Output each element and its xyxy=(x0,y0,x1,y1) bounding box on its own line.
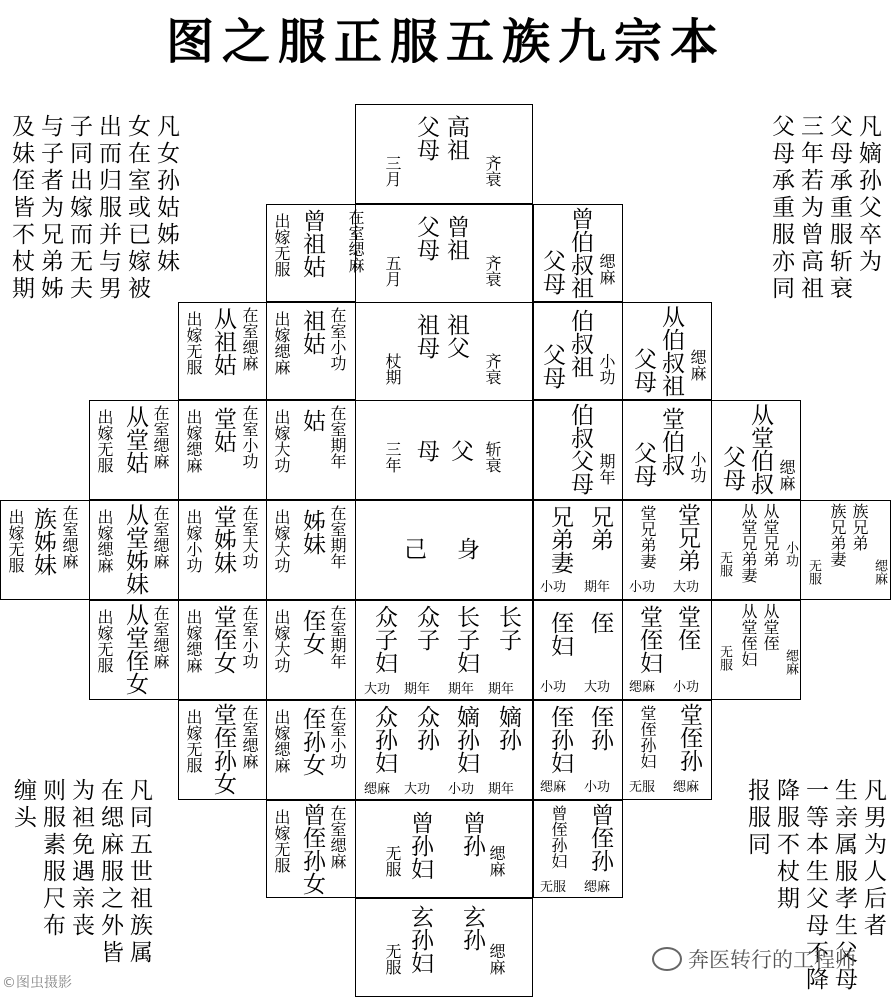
cell-label: 从堂侄妇 xyxy=(739,603,758,667)
note-column: 生亲属服孝生父母 xyxy=(831,778,857,994)
cell-left-note: 父母 xyxy=(630,441,656,487)
cell-right-note: 齐衰 xyxy=(483,255,502,287)
note-top-right xyxy=(768,114,881,303)
cell-right-note: 小功 xyxy=(688,451,707,483)
cell-label: 玄孙妇 xyxy=(407,905,433,974)
cell-right-note: 小功 xyxy=(597,353,616,385)
cell-zhinv xyxy=(266,600,356,700)
cell-title: 从祖姑 xyxy=(210,307,236,376)
cell-label: 侄妇 xyxy=(547,611,573,657)
note-top-left xyxy=(8,114,179,303)
cell-left-note: 出嫁小功 xyxy=(184,509,203,573)
cell-title: 曾侄孙女 xyxy=(299,803,325,895)
cell-congzugu xyxy=(178,302,267,400)
cell-main: 曾祖 xyxy=(443,215,469,261)
cell-left-note: 出嫁无服 xyxy=(184,709,203,773)
cell-note: 小功 xyxy=(673,680,700,695)
watermark-text: 奔医转行的工程师 xyxy=(688,948,856,972)
cell-right-note: 缌麻 xyxy=(597,253,616,285)
cell-boshuzu xyxy=(533,302,623,400)
cell-tangzimei xyxy=(178,500,267,600)
cell-sub: 父母 xyxy=(413,215,439,261)
cell-left-note: 出嫁无服 xyxy=(95,409,114,473)
cell-left-note: 父母 xyxy=(719,445,745,491)
cell-note: 期年 xyxy=(488,682,515,697)
cell-tangboshu xyxy=(622,400,712,500)
cell-right-note: 在室缌麻 xyxy=(151,605,170,669)
cell-right-note: 在室缌麻 xyxy=(240,307,259,371)
cell-congxiongdi xyxy=(711,500,801,600)
cell-title: 从堂伯叔 xyxy=(747,403,773,495)
cell-label: 从堂兄弟 xyxy=(761,503,780,567)
cell-title: 堂侄孙女 xyxy=(210,703,236,795)
cell-left-note: 出嫁缌麻 xyxy=(95,509,114,573)
cell-note: 缌麻 xyxy=(673,780,700,795)
cell-tangzhinv xyxy=(178,600,267,700)
cell-title: 曾祖姑 xyxy=(299,209,325,278)
cell-gu xyxy=(266,400,356,500)
note-column: 凡女孙姑姊妹 xyxy=(153,114,179,276)
cell-left-note: 父母 xyxy=(539,249,565,295)
cell-note: 大功 xyxy=(584,680,611,695)
cell-note: 大功 xyxy=(364,682,391,697)
cell-note: 无服 xyxy=(383,845,402,877)
note-column: 及妹侄皆不杖期 xyxy=(8,114,34,303)
cell-gaozu xyxy=(355,104,533,204)
cell-left-note: 出嫁无服 xyxy=(272,213,291,277)
cell-xuansun xyxy=(355,898,533,997)
cell-title: 族姊妹 xyxy=(30,507,56,576)
cell-tangzhi xyxy=(622,600,712,700)
cell-note: 小功 xyxy=(629,580,656,595)
note-column: 与子者为兄弟姊 xyxy=(37,114,63,303)
cell-note: 小功 xyxy=(540,580,567,595)
cell-label: 曾孙 xyxy=(459,811,485,857)
cell-zengzugu xyxy=(266,204,365,302)
cell-left-note: 出嫁无服 xyxy=(272,809,291,873)
cell-label: 众孙妇 xyxy=(371,705,397,774)
note-column: 一等本生父母不降 xyxy=(802,778,828,994)
cell-title: 曾伯叔祖 xyxy=(567,207,593,299)
cell-zhi xyxy=(533,600,623,700)
cell-left-note: 出嫁大功 xyxy=(272,609,291,673)
cell-label: 嫡孙妇 xyxy=(453,705,479,774)
cell-tangzhisunnv xyxy=(178,700,267,800)
cell-label: 众孙 xyxy=(413,705,439,751)
cell-tangxiongdi xyxy=(622,500,712,600)
cell-left-note: 出嫁缌麻 xyxy=(272,709,291,773)
cell-right-note: 缌麻 xyxy=(688,349,707,381)
cell-left-note: 出嫁大功 xyxy=(272,409,291,473)
cell-label: 长子妇 xyxy=(453,605,479,674)
cell-note: 大功 xyxy=(404,782,431,797)
note-column: 出而归服并与男 xyxy=(95,114,121,303)
cell-label: 兄弟妻 xyxy=(547,505,573,574)
cell-right-note: 在室期年 xyxy=(328,505,347,569)
cell-main: 己身 xyxy=(404,537,510,563)
cell-note: 缌麻 xyxy=(540,780,567,795)
cell-main: 祖父 xyxy=(443,313,469,359)
cell-title: 伯叔祖 xyxy=(567,309,593,378)
cell-main: 父 xyxy=(447,439,473,462)
note-column: 则服素服尺布 xyxy=(39,778,65,940)
cell-label: 堂侄孙 xyxy=(676,703,702,772)
cell-right-note: 在室大功 xyxy=(240,505,259,569)
cell-zhisunnv xyxy=(266,700,356,800)
note-column: 为袒免遇亲丧 xyxy=(68,778,94,940)
cell-sun xyxy=(355,700,533,800)
note-column: 子同出嫁而无夫 xyxy=(66,114,92,303)
cell-zengboshu xyxy=(533,204,623,302)
cell-label: 曾孙妇 xyxy=(407,811,433,880)
cell-left-note: 杖期 xyxy=(383,353,402,385)
cell-label: 从堂侄 xyxy=(761,603,780,651)
note-column: 凡同五世祖族属 xyxy=(126,778,152,967)
cell-title: 堂姑 xyxy=(210,407,236,453)
note-column: 在缌麻服之外皆 xyxy=(97,778,123,967)
cell-title: 从堂姊妹 xyxy=(122,503,148,595)
cell-note: 期年 xyxy=(404,682,431,697)
cell-note: 小功 xyxy=(584,780,611,795)
note-column: 凡男为人后者 xyxy=(860,778,886,940)
chart-title: 图之服正服五族九宗本 xyxy=(165,14,726,70)
note-bottom-left xyxy=(10,778,152,967)
cell-sub: 父母 xyxy=(413,115,439,161)
cell-left-note: 父母 xyxy=(539,343,565,389)
cell-title: 侄孙女 xyxy=(299,707,325,776)
cell-right-note: 齐衰 xyxy=(483,155,502,187)
cell-zimei xyxy=(266,500,356,600)
cell-title: 祖姑 xyxy=(299,309,325,355)
cell-left-note: 出嫁缌麻 xyxy=(184,409,203,473)
cell-zengsun xyxy=(355,800,533,898)
cell-label: 侄 xyxy=(587,611,613,634)
note-column: 缠头 xyxy=(10,778,36,832)
cell-congtangboshu xyxy=(711,400,801,500)
cell-sub: 母 xyxy=(413,439,439,462)
cell-title: 从堂姑 xyxy=(122,405,148,474)
cell-left-note: 父母 xyxy=(630,347,656,393)
cell-left-note: 出嫁缌麻 xyxy=(184,609,203,673)
cell-note: 期年 xyxy=(448,682,475,697)
cell-main: 高祖 xyxy=(443,115,469,161)
cell-label: 堂侄 xyxy=(674,605,700,651)
cell-right-note: 在室期年 xyxy=(328,605,347,669)
cell-right-note: 缌麻 xyxy=(777,459,796,491)
cell-right-note: 齐衰 xyxy=(483,353,502,385)
cell-note: 期年 xyxy=(488,782,515,797)
cell-label: 堂侄孙妇 xyxy=(638,705,657,769)
cell-note: 无服 xyxy=(717,551,732,577)
cell-zuzimei xyxy=(0,500,90,600)
cell-label: 曾侄孙妇 xyxy=(549,805,568,869)
cell-label: 玄孙 xyxy=(459,905,485,951)
watermark xyxy=(652,944,856,974)
cell-left-note: 五月 xyxy=(383,255,402,287)
cell-label: 长子 xyxy=(495,605,521,651)
cell-note: 小功 xyxy=(540,680,567,695)
cell-right-note: 在室缌麻 xyxy=(151,505,170,569)
cell-right-note: 在室小功 xyxy=(328,705,347,769)
note-column: 父母承重服亦同 xyxy=(768,114,794,303)
cell-title: 堂姊妹 xyxy=(210,505,236,574)
cell-fumu xyxy=(355,400,533,500)
cell-label: 族兄弟 xyxy=(850,503,869,551)
cell-label: 从堂兄弟妻 xyxy=(739,503,758,583)
cell-zuxiongdi xyxy=(800,500,891,600)
cell-sub: 祖母 xyxy=(413,313,439,359)
cell-zugu xyxy=(266,302,356,400)
cell-note: 无服 xyxy=(806,559,821,585)
cell-zhisun xyxy=(533,700,623,800)
cell-title: 姑 xyxy=(299,409,325,432)
cell-zi xyxy=(355,600,533,700)
note-column: 降服不杖期 xyxy=(773,778,799,913)
note-column: 女在室或已嫁被 xyxy=(124,114,150,303)
cell-left-note: 出嫁无服 xyxy=(95,609,114,673)
note-column: 凡嫡孙父卒为 xyxy=(855,114,881,276)
cell-left-note: 三年 xyxy=(383,441,402,473)
cell-left-note: 三月 xyxy=(383,155,402,187)
cell-left-note: 出嫁缌麻 xyxy=(272,311,291,375)
cell-note: 大功 xyxy=(673,580,700,595)
cell-note: 期年 xyxy=(584,580,611,595)
cell-right-note: 在室小功 xyxy=(328,307,347,371)
cell-label: 堂侄妇 xyxy=(636,605,662,674)
cell-note: 缌麻 xyxy=(487,845,506,877)
cell-title: 侄女 xyxy=(299,609,325,655)
cell-note: 无服 xyxy=(629,780,656,795)
cell-right-note: 在室小功 xyxy=(240,405,259,469)
cell-congzhinv xyxy=(89,600,179,700)
cell-note: 无服 xyxy=(383,943,402,975)
cell-note: 缌麻 xyxy=(629,680,656,695)
cell-note: 无服 xyxy=(540,880,567,895)
cell-conggu xyxy=(89,400,179,500)
cell-right-note: 在室缌麻 xyxy=(240,705,259,769)
cell-label: 众子 xyxy=(413,605,439,651)
cell-title: 从堂侄女 xyxy=(122,603,148,695)
cell-tanggu xyxy=(178,400,267,500)
cell-congzimei xyxy=(89,500,179,600)
cell-note: 缌麻 xyxy=(783,649,798,675)
cell-note: 缌麻 xyxy=(364,782,391,797)
cell-label: 侄孙 xyxy=(587,705,613,751)
cell-left-note: 出嫁大功 xyxy=(272,509,291,573)
note-column: 父母承重服斩衰 xyxy=(826,114,852,303)
chat-bubble-icon xyxy=(652,947,682,971)
cell-label: 族兄弟妻 xyxy=(828,503,847,567)
cell-right-note: 在室缌麻 xyxy=(328,805,347,869)
cell-label: 堂兄弟妻 xyxy=(638,505,657,569)
cell-congboshuzu xyxy=(622,302,712,400)
cell-label: 众子妇 xyxy=(371,605,397,674)
cell-label: 曾侄孙 xyxy=(587,803,613,872)
note-column: 三年若为曾高祖 xyxy=(797,114,823,303)
cell-tangzhisun xyxy=(622,700,712,800)
note-column: 报服同 xyxy=(744,778,770,859)
cell-right-note: 期年 xyxy=(597,453,616,485)
cell-zengzu xyxy=(355,204,533,304)
watermark-small: ©图虫摄影 xyxy=(2,975,72,991)
cell-label: 兄弟 xyxy=(587,505,613,551)
cell-left-note: 出嫁无服 xyxy=(6,509,25,573)
cell-note: 无服 xyxy=(717,645,732,671)
cell-title: 伯叔父母 xyxy=(567,403,593,495)
cell-note: 小功 xyxy=(783,541,798,567)
cell-label: 嫡孙 xyxy=(495,705,521,751)
cell-zu xyxy=(355,302,533,402)
cell-title: 堂伯叔 xyxy=(658,407,684,476)
cell-boshufu xyxy=(533,400,623,500)
cell-note: 缌麻 xyxy=(584,880,611,895)
cell-note: 缌麻 xyxy=(872,559,887,585)
cell-zengzhisun xyxy=(533,800,623,898)
cell-right-note: 在室缌麻 xyxy=(151,405,170,469)
cell-zengzhisunnv xyxy=(266,800,356,898)
cell-right-note: 斩衰 xyxy=(483,441,502,473)
cell-label: 堂兄弟 xyxy=(674,503,700,572)
cell-right-note: 在室缌麻 xyxy=(60,505,79,569)
cell-title: 从伯叔祖 xyxy=(658,305,684,397)
cell-xiongdi xyxy=(533,500,623,600)
cell-right-note: 在室期年 xyxy=(328,405,347,469)
cell-note: 缌麻 xyxy=(487,943,506,975)
cell-title: 堂侄女 xyxy=(210,605,236,674)
cell-left-note: 出嫁无服 xyxy=(184,311,203,375)
cell-self xyxy=(355,500,533,600)
cell-label: 侄孙妇 xyxy=(547,705,573,774)
cell-note: 小功 xyxy=(448,782,475,797)
cell-congtangzhi xyxy=(711,600,801,700)
cell-title: 姊妹 xyxy=(299,509,325,555)
cell-right-note: 在室小功 xyxy=(240,605,259,669)
cell-right-note: 在室缌麻 xyxy=(346,209,365,273)
